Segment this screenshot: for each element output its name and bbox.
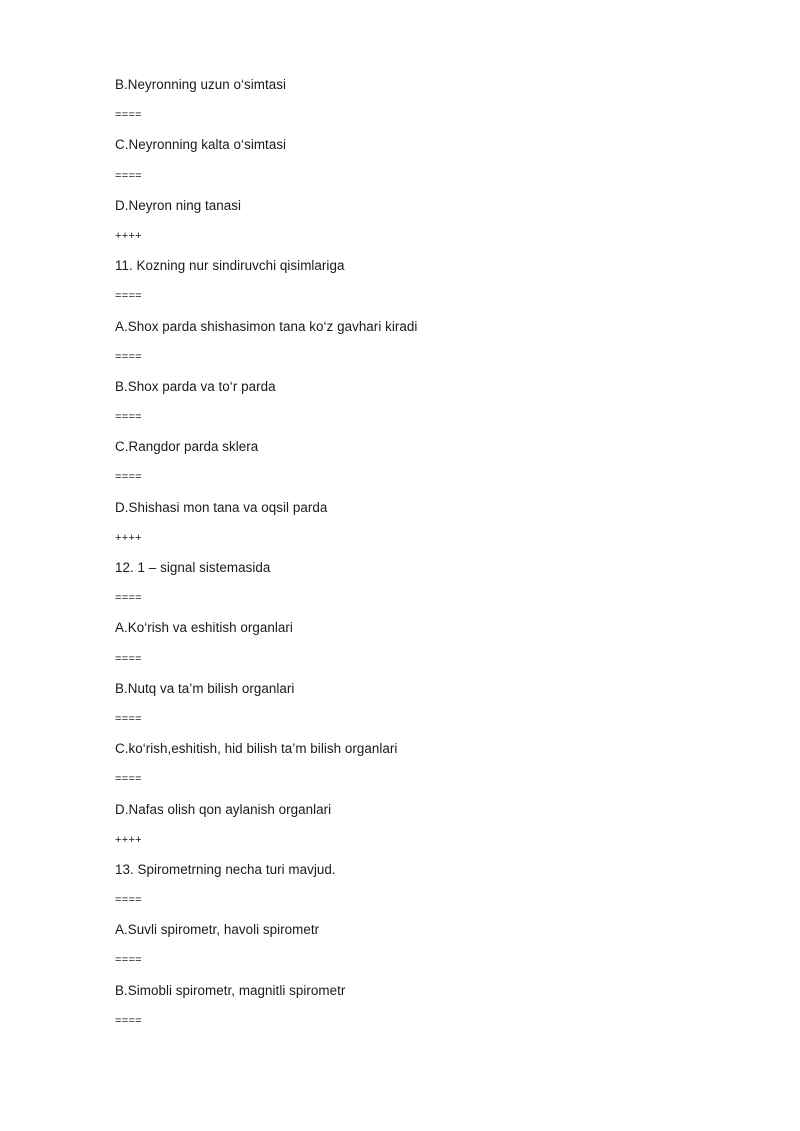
answer-option: D.Nafas olish qon aylanish organlari	[115, 801, 332, 817]
question-text: 12. 1 – signal sistemasida	[115, 560, 271, 575]
answer-option: D.Shishasi mon tana va oqsil parda	[115, 499, 328, 515]
answer-option: A.Shox parda shishasimon tana ko‘z gavhari kiradi	[115, 318, 418, 334]
question-list	[115, 76, 417, 1042]
question-text: 13. Spirometrning necha turi mavjud.	[115, 861, 336, 877]
answer-option: C.Neyronning kalta o‘simtasi	[115, 137, 287, 153]
option-separator: ====	[115, 109, 142, 122]
option-separator: ====	[115, 712, 142, 725]
option-separator: ====	[115, 894, 142, 907]
option-separator: ====	[115, 592, 142, 605]
question-separator: ++++	[115, 531, 142, 544]
answer-option: B.Simobli spirometr, magnitli spirometr	[115, 982, 346, 998]
question-separator: ++++	[115, 229, 142, 242]
answer-option: C.Rangdor parda sklera	[115, 439, 259, 455]
option-separator: ====	[115, 471, 142, 484]
option-separator: ====	[115, 1014, 142, 1027]
answer-option: A.Suvli spirometr, havoli spirometr	[115, 922, 320, 938]
option-separator: ====	[115, 290, 142, 303]
answer-option: C.ko‘rish,eshitish, hid bilish ta’m bilish organlari	[115, 741, 398, 757]
answer-option: D.Neyron ning tanasi	[115, 197, 242, 213]
answer-option: B.Shox parda va to‘r parda	[115, 378, 276, 394]
option-separator: ====	[115, 411, 142, 424]
option-separator: ====	[115, 350, 142, 363]
question-text: 11. Kozning nur sindiruvchi qisimlariga	[115, 258, 345, 274]
option-separator: ====	[115, 954, 142, 967]
answer-option: A.Ko‘rish va eshitish organlari	[115, 620, 293, 636]
option-separator: ====	[115, 652, 142, 665]
option-separator: ====	[115, 169, 142, 182]
answer-option: B.Nutq va ta’m bilish organlari	[115, 680, 295, 696]
question-separator: ++++	[115, 833, 142, 846]
option-separator: ====	[115, 773, 142, 786]
answer-option: B.Neyronning uzun o‘simtasi	[115, 77, 287, 92]
